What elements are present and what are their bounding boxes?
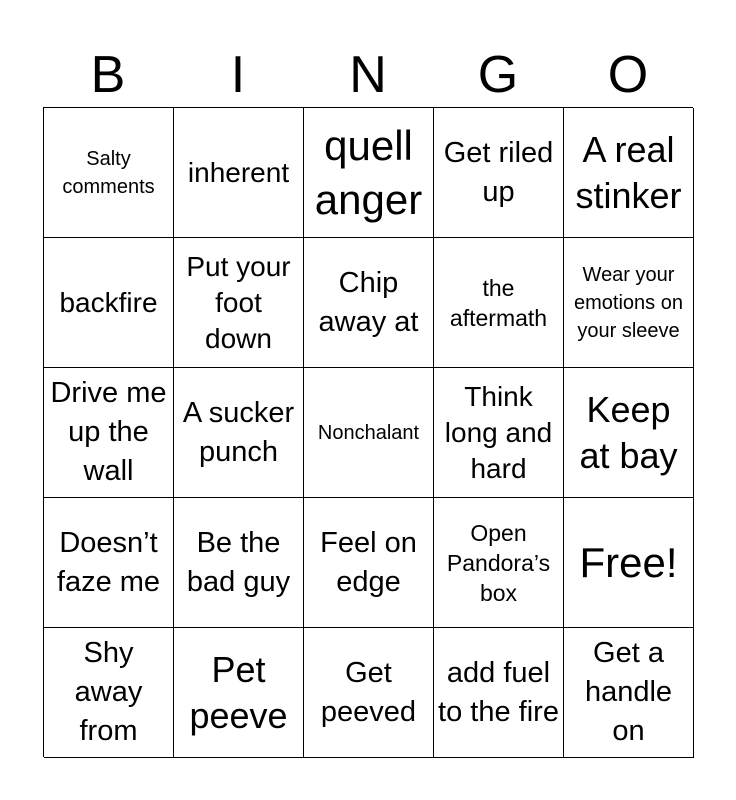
bingo-header: [43, 42, 693, 108]
header-letter-o: O: [607, 46, 649, 104]
bingo-cell-r0-c1[interactable]: [174, 108, 304, 238]
bingo-cell-r0-c3[interactable]: [434, 108, 564, 238]
bingo-cell-r4-c3[interactable]: [434, 628, 564, 758]
cell-text: Get peeved: [320, 656, 417, 728]
cell-text: Think long and hard: [444, 380, 553, 484]
bingo-cell-r3-c3[interactable]: [434, 498, 564, 628]
bingo-cell-r0-c0[interactable]: [44, 108, 174, 238]
bingo-cell-r1-c4[interactable]: [564, 238, 694, 368]
cell-text: Be the bad guy: [186, 526, 291, 598]
bingo-cell-r1-c0[interactable]: [44, 238, 174, 368]
bingo-cell-r4-c0[interactable]: [44, 628, 174, 758]
header-letter-g: G: [477, 46, 519, 104]
bingo-cell-r1-c2[interactable]: [304, 238, 434, 368]
cell-text: backfire: [59, 286, 158, 318]
cell-text: Drive me up the wall: [50, 377, 167, 487]
cell-text: Open Pandora’s box: [446, 519, 551, 606]
bingo-cell-r1-c3[interactable]: [434, 238, 564, 368]
bingo-cell-r1-c1[interactable]: [174, 238, 304, 368]
cell-text: Get a handle on: [584, 637, 673, 747]
cell-text: Chip away at: [318, 266, 419, 338]
bingo-cell-r2-c2[interactable]: [304, 368, 434, 498]
bingo-cell-r4-c2[interactable]: [304, 628, 434, 758]
header-letter-i: I: [230, 46, 246, 104]
bingo-grid: [43, 107, 693, 757]
bingo-cell-r3-c1[interactable]: [174, 498, 304, 628]
cell-text: Shy away from: [74, 637, 143, 747]
cell-text: Put your foot down: [186, 250, 291, 354]
cell-text: Nonchalant: [317, 421, 420, 444]
cell-text: Pet peeve: [189, 648, 288, 736]
bingo-cell-r0-c2[interactable]: [304, 108, 434, 238]
bingo-cell-r4-c1[interactable]: [174, 628, 304, 758]
cell-text: quell anger: [314, 121, 423, 223]
cell-text: Salty comments: [62, 147, 155, 198]
cell-text: inherent: [187, 156, 290, 188]
bingo-cell-r3-c4[interactable]: [564, 498, 694, 628]
cell-text: Keep at bay: [579, 388, 678, 476]
bingo-cell-r3-c2[interactable]: [304, 498, 434, 628]
bingo-cell-r2-c1[interactable]: [174, 368, 304, 498]
bingo-cell-r0-c4[interactable]: [564, 108, 694, 238]
cell-text: the aftermath: [449, 274, 548, 331]
cell-text: Wear your emotions on your sleeve: [574, 263, 683, 342]
bingo-cell-r2-c0[interactable]: [44, 368, 174, 498]
cell-text: Feel on edge: [320, 526, 417, 598]
free-space-text: Free!: [579, 538, 678, 586]
cell-text: Get riled up: [443, 136, 554, 208]
cell-text: A sucker punch: [182, 396, 295, 468]
cell-text: Doesn’t faze me: [56, 526, 161, 598]
bingo-cell-r2-c4[interactable]: [564, 368, 694, 498]
bingo-cell-r4-c4[interactable]: [564, 628, 694, 758]
bingo-cell-r2-c3[interactable]: [434, 368, 564, 498]
bingo-cell-r3-c0[interactable]: [44, 498, 174, 628]
header-letter-n: N: [349, 46, 387, 104]
cell-text: add fuel to the fire: [438, 656, 559, 728]
header-letter-b: B: [90, 46, 126, 104]
cell-text: A real stinker: [575, 128, 682, 216]
